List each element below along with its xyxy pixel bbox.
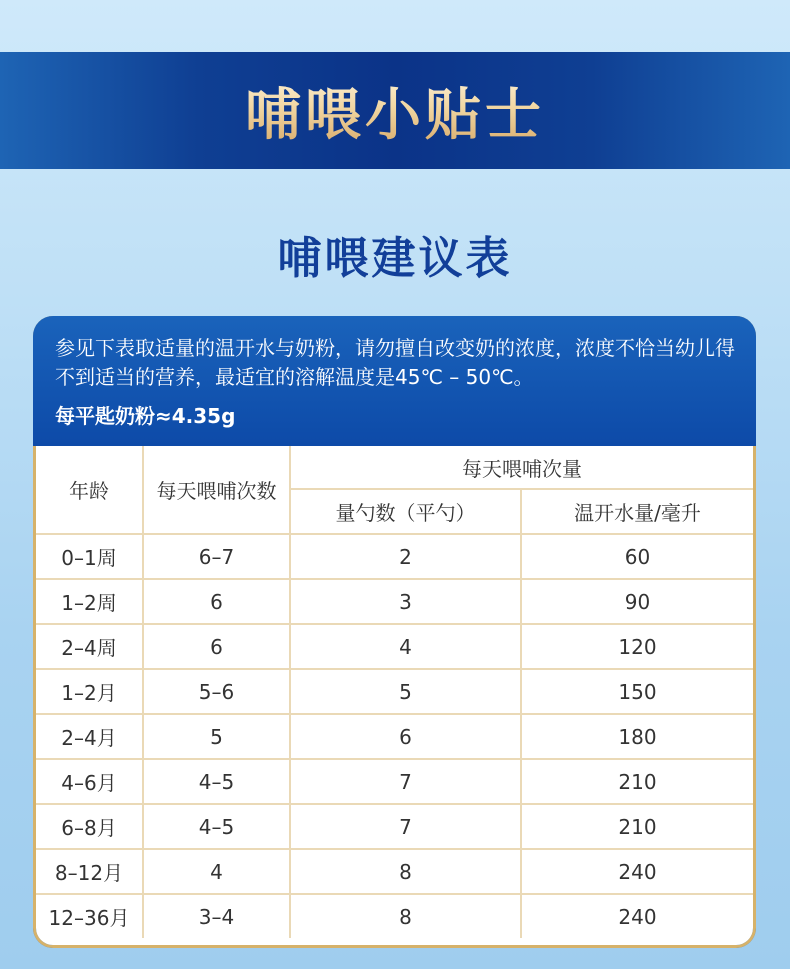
feeds-cell: 4 bbox=[143, 849, 290, 894]
header-daily-amount: 每天喂哺次量 bbox=[290, 446, 753, 489]
table-body bbox=[36, 534, 753, 938]
water-cell: 180 bbox=[521, 714, 753, 759]
table-row bbox=[36, 849, 753, 894]
feeds-cell: 6 bbox=[143, 579, 290, 624]
table-row bbox=[36, 759, 753, 804]
age-cell: 8–12月 bbox=[36, 849, 143, 894]
scoops-cell: 6 bbox=[290, 714, 521, 759]
water-cell: 150 bbox=[521, 669, 753, 714]
age-cell: 12–36月 bbox=[36, 894, 143, 938]
table-row bbox=[36, 714, 753, 759]
scoops-cell: 8 bbox=[290, 894, 521, 938]
age-cell: 2–4月 bbox=[36, 714, 143, 759]
table-row bbox=[36, 669, 753, 714]
age-cell: 0–1周 bbox=[36, 534, 143, 579]
table-row bbox=[36, 894, 753, 938]
age-cell: 2–4周 bbox=[36, 624, 143, 669]
age-cell: 6–8月 bbox=[36, 804, 143, 849]
scoops-cell: 3 bbox=[290, 579, 521, 624]
banner-title: 哺喂小贴士 bbox=[245, 71, 545, 151]
table-row bbox=[36, 624, 753, 669]
scoops-cell: 7 bbox=[290, 804, 521, 849]
intro-text: 参见下表取适量的温开水与奶粉，请勿擅自改变奶的浓度，浓度不恰当幼儿得不到适当的营养，最适宜的溶解温度是45℃ – 50℃。 bbox=[55, 336, 735, 389]
feeds-cell: 6 bbox=[143, 624, 290, 669]
feeds-cell: 5 bbox=[143, 714, 290, 759]
feeding-table-wrap bbox=[36, 446, 753, 945]
water-cell: 210 bbox=[521, 759, 753, 804]
water-cell: 90 bbox=[521, 579, 753, 624]
header-feeds-per-day: 每天喂哺次数 bbox=[143, 446, 290, 534]
water-cell: 210 bbox=[521, 804, 753, 849]
age-cell: 4–6月 bbox=[36, 759, 143, 804]
scoops-cell: 7 bbox=[290, 759, 521, 804]
feeds-cell: 4–5 bbox=[143, 804, 290, 849]
header-scoops: 量勺数（平勺） bbox=[290, 489, 521, 534]
water-cell: 60 bbox=[521, 534, 753, 579]
feeds-cell: 5–6 bbox=[143, 669, 290, 714]
water-cell: 240 bbox=[521, 894, 753, 938]
feeding-table bbox=[36, 446, 753, 938]
header-banner bbox=[0, 52, 790, 169]
section-title: 哺喂建议表 bbox=[277, 233, 513, 284]
table-row bbox=[36, 804, 753, 849]
header-water: 温开水量/毫升 bbox=[521, 489, 753, 534]
feeds-cell: 6–7 bbox=[143, 534, 290, 579]
header-age: 年龄 bbox=[36, 446, 143, 534]
scoops-cell: 4 bbox=[290, 624, 521, 669]
table-row bbox=[36, 579, 753, 624]
feeds-cell: 4–5 bbox=[143, 759, 290, 804]
age-cell: 1–2月 bbox=[36, 669, 143, 714]
age-cell: 1–2周 bbox=[36, 579, 143, 624]
spoon-note: 每平匙奶粉≈4.35g bbox=[55, 404, 236, 428]
feeds-cell: 3–4 bbox=[143, 894, 290, 938]
scoops-cell: 2 bbox=[290, 534, 521, 579]
table-row bbox=[36, 534, 753, 579]
card-header bbox=[33, 316, 756, 446]
scoops-cell: 8 bbox=[290, 849, 521, 894]
water-cell: 120 bbox=[521, 624, 753, 669]
water-cell: 240 bbox=[521, 849, 753, 894]
feeding-card bbox=[33, 316, 756, 948]
scoops-cell: 5 bbox=[290, 669, 521, 714]
